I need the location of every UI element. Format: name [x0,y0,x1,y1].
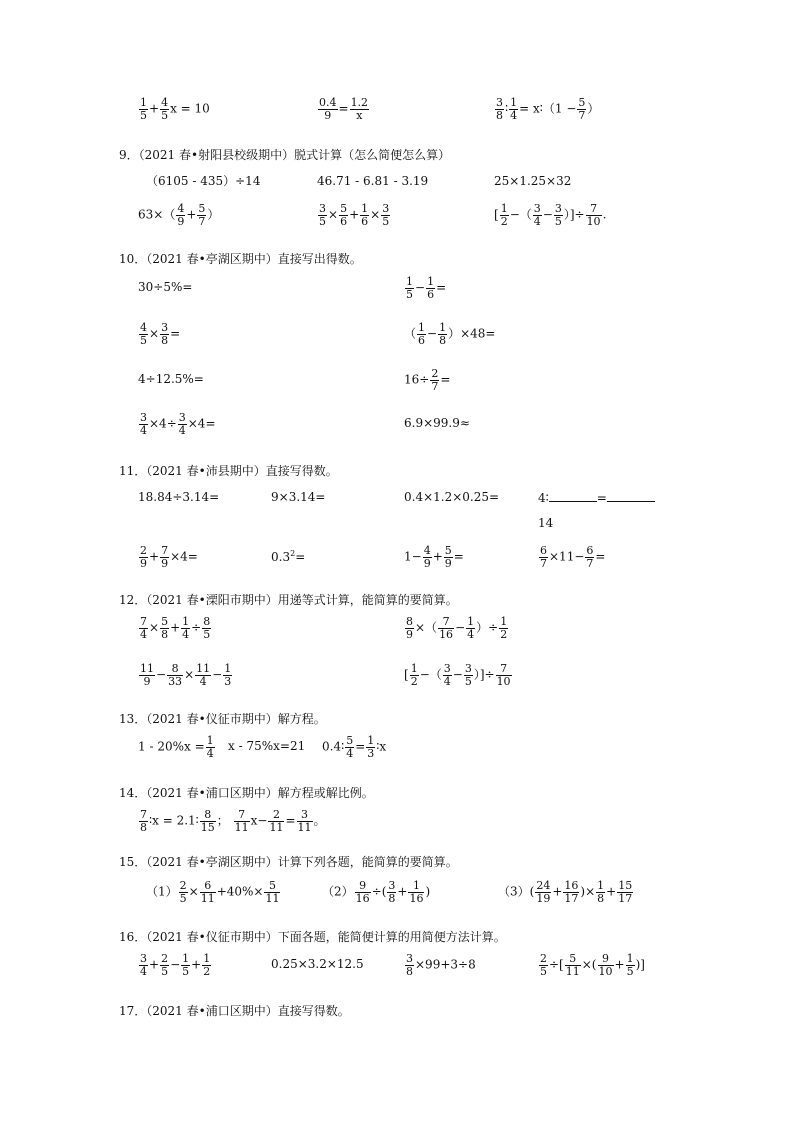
q10-b: $\frac{1}{5}$ − $\frac{1}{6}$ = [406,275,447,301]
top-eq-2: $\frac{0.4}{9}$ = $\frac{1.2}{x}$ [319,96,369,122]
q10-a: 30÷5%= [138,280,193,294]
top-eq-3: $\frac{3}{8}$ ∶ $\frac{1}{4}$ = x∶（1 − $\frac{5}{7}$ ） [496,96,600,122]
q16-c: $\frac{3}{8}$ ×99+3÷8 [406,952,476,978]
q10-d: 6.9×99.9≈ [404,416,470,430]
q12-heading: 12．（2021 春•溧阳市期中）用递等式计算，能简算的要简算。 [119,593,458,607]
q10-e: $\frac{4}{5}$ × $\frac{3}{8}$ = [140,321,181,347]
q13-heading: 13．（2021 春•仪征市期中）解方程。 [119,712,326,726]
q10-heading: 10．（2021 春•亭湖区期中）直接写出得数。 [119,252,362,266]
q13-c: 0.4∶ $\frac{5}{4}$ = $\frac{1}{3}$ ∶x [322,734,387,760]
q12-d: [ $\frac{1}{2}$ −（ $\frac{3}{4}$ − $\frac{3}{5}$ ）]÷ $\frac{7}{10}$ [404,662,511,688]
q14-heading: 14．（2021 春•浦口区期中）解方程或解比例。 [119,786,374,800]
q17-heading: 17．（2021 春•浦口区期中）直接写得数。 [119,1004,350,1018]
q12-c: $\frac{11}{9}$ − $\frac{8}{33}$ × $\frac{11}{4}$ − $\frac{1}{3}$ [140,662,232,688]
q16-heading: 16．（2021 春•仪征市期中）下面各题，能简便计算的用简便方法计算。 [119,930,506,944]
q11-heading: 11．（2021 春•沛县期中）直接写得数。 [119,464,338,478]
q11-a: 18.84÷3.14= [138,490,220,504]
q15-heading: 15．（2021 春•亭湖区期中）计算下列各题，能简算的要简算。 [119,855,458,869]
q11-c: 0.4×1.2×0.25= [404,490,500,504]
q16-b: 0.25×3.2×12.5 [271,957,364,971]
q16-a: $\frac{3}{4}$ + $\frac{2}{5}$ − $\frac{1}{5}$ + $\frac{1}{2}$ [140,952,211,978]
q15-c: （3）( $\frac{24}{19}$ + $\frac{16}{17}$ )× $\frac{1}{8}$ + $\frac{15}{17}$ [498,879,633,905]
q15-b: （2） $\frac{9}{16}$ ÷( $\frac{3}{8}$ + $\frac{1}{16}$ ) [322,879,431,905]
q11-h: $\frac{6}{7}$ ×11− $\frac{6}{7}$ = [540,544,606,570]
q16-d: $\frac{2}{5}$ ÷[ $\frac{5}{11}$ ×( $\frac{9}{10}$ + $\frac{1}{5}$ )] [540,952,645,978]
q10-f: （ $\frac{1}{6}$ − $\frac{1}{8}$ ）×48= [404,321,496,347]
q9-f: [ $\frac{1}{2}$ −（ $\frac{3}{4}$ − $\frac{3}{5}$ ）]÷ $\frac{7}{10}$ . [494,202,607,228]
q9-b: 46.71 - 6.81 - 3.19 [317,174,429,188]
q9-d: 63×（ $\frac{4}{9}$ + $\frac{5}{7}$ ） [138,202,220,228]
q9-c: 25×1.25×32 [494,174,572,188]
q13-b: x - 75%x=21 [228,739,306,753]
q12-b: $\frac{8}{9}$ ×（ $\frac{7}{16}$ − $\frac{1}{4}$ ）÷ $\frac{1}{2}$ [406,615,508,641]
q11-d: 4∶ = [538,491,655,504]
q15-a: （1） $\frac{2}{5}$ × $\frac{6}{11}$ +40%× $\frac{5}{11}$ [146,879,280,905]
q10-h: $\frac{3}{4}$ ×4÷ $\frac{3}{4}$ ×4= [140,411,216,437]
q13-a: 1 - 20%x = $\frac{1}{4}$ [138,734,214,760]
q10-c: 4÷12.5%= [138,372,204,386]
q11-e: $\frac{2}{9}$ + $\frac{7}{9}$ ×4= [140,544,198,570]
q9-heading: 9．（2021 春•射阳县校级期中）脱式计算（怎么简便怎么算） [119,148,451,162]
q12-a: $\frac{7}{4}$ × $\frac{5}{8}$ + $\frac{1}{4}$ ÷ $\frac{8}{5}$ [140,615,211,641]
q11-g: 1− $\frac{4}{9}$ + $\frac{5}{9}$ = [404,544,464,570]
q9-a: （6105 - 435）÷14 [146,174,261,188]
q14-a: $\frac{7}{8}$ ∶x = 2.1∶ $\frac{8}{15}$ ； $\frac{7}{11}$ x− $\frac{2}{11}$ = $\frac{3}{11}$ 。 [140,808,326,834]
q11-b: 9×3.14= [271,490,326,504]
q10-g: 16÷ $\frac{2}{7}$ = [404,367,451,393]
q9-e: $\frac{3}{5}$ × $\frac{5}{6}$ + $\frac{1}{6}$ × $\frac{3}{5}$ [319,202,390,228]
top-eq-1: $\frac{1}{5}$ + $\frac{4}{5}$ x = 10 [140,96,210,122]
q11-f: $0.3^2=$ [271,549,306,564]
q11-d-sub: 14 [538,516,554,530]
